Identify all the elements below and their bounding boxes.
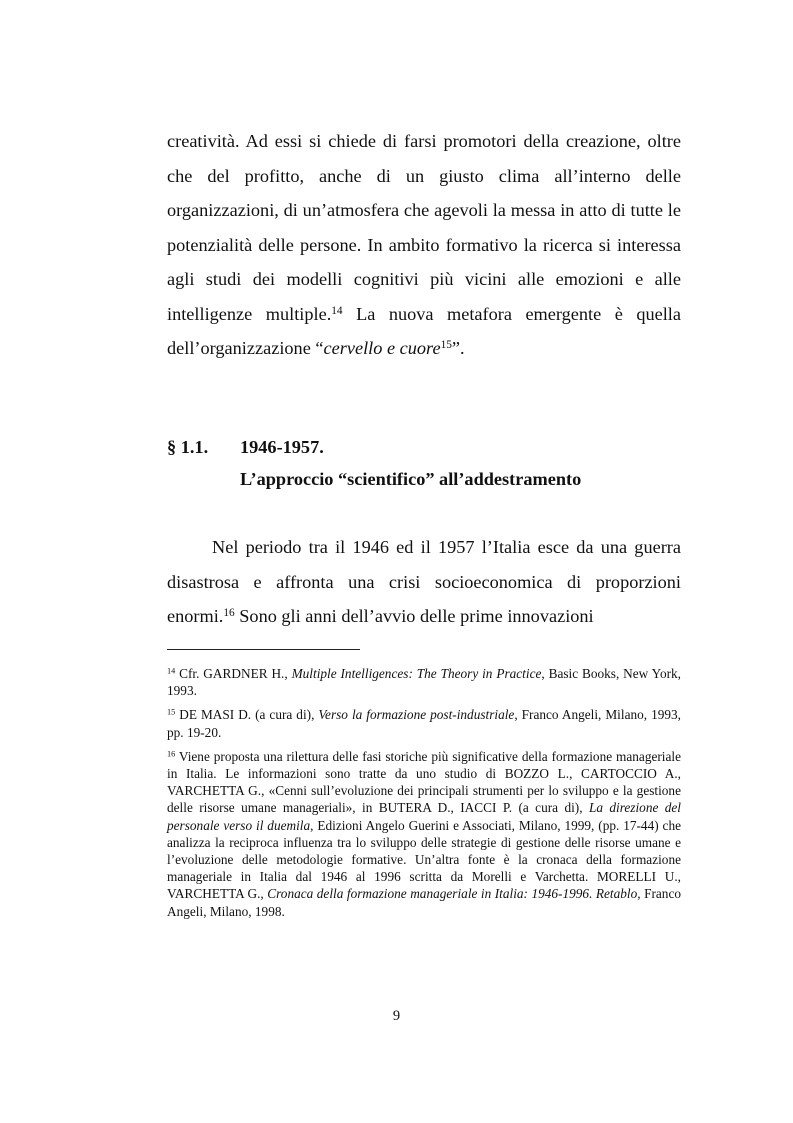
section-years: 1946-1957. (240, 437, 324, 457)
footnote-16: $^{16}$ Viene proposta una rilettura delle fasi storiche più significative della formazione manageriale in Italia. Le informazioni sono tratte da uno studio di BOZZO L., CARTOCCIO A., VARCHETTA G., «Cenni sull’evoluzione dei principali strumenti per lo sviluppo e la gestione delle risorse umane manageriali», in BUTERA D., IACCI P. (a cura di), La direzione del personale verso il duemila, Edizioni Angelo Guerini e Associati, Milano, 1999, (pp. 17-44) che analizza la reciproca influenza tra lo sviluppo delle strategie di gestione delle risorse umane e l’evoluzione delle metodologie formative. Un’altra fonte è la cronaca della formazione manageriale in Italia dal 1946 al 1996 scritta da Morelli e Varchetta. MORELLI U., VARCHETTA G., Cronaca della formazione manageriale in Italia: 1946-1996. Retablo, Franco Angeli, Milano, 1998. (167, 748, 682, 919)
footnote-ref-14: 14 (331, 304, 343, 317)
footnotes (167, 665, 681, 927)
section-number: § 1.1. (167, 437, 209, 457)
footnote-ref-15: 15 (440, 338, 452, 351)
body-paragraph-2: Nel periodo tra il 1946 ed il 1957 l’Italia esce da una guerra disastrosa e affronta una crisi socioeconomica di proporzioni enormi.$^{16}$ Sono gli anni dell’avvio delle prime innovazioni (167, 537, 681, 626)
italic-phrase: cervello e cuore (323, 338, 441, 358)
footnote-15: $^{15}$ DE MASI D. (a cura di), Verso la formazione post-industriale, Franco Angeli, Milano, 1993, pp. 19-20. (167, 707, 681, 740)
footnote-14: $^{14}$ Cfr. GARDNER H., Multiple Intelligences: The Theory in Practice, Basic Books, New York, 1993. (167, 666, 681, 699)
body-paragraph-1: creatività. Ad essi si chiede di farsi promotori della creazione, oltre che del profitto, anche di un giusto clima all’interno delle organizzazioni, di un’atmosfera che agevoli la messa in atto di tutte le potenzialità delle persone. In ambito formativo la ricerca si interessa agli studi dei modelli cognitivi più vicini alle emozioni e alle intelligenze multiple.$^{14}$ La nuova metafora emergente è quella dell’organizzazione “cervello e cuore$^{15}$”. (167, 131, 681, 358)
page-number: 9 (392, 1008, 401, 1024)
section-title: L’approccio “scientifico” all’addestramento (240, 469, 582, 489)
footnote-ref-16: 16 (223, 606, 235, 619)
footnote-separator (167, 649, 360, 650)
